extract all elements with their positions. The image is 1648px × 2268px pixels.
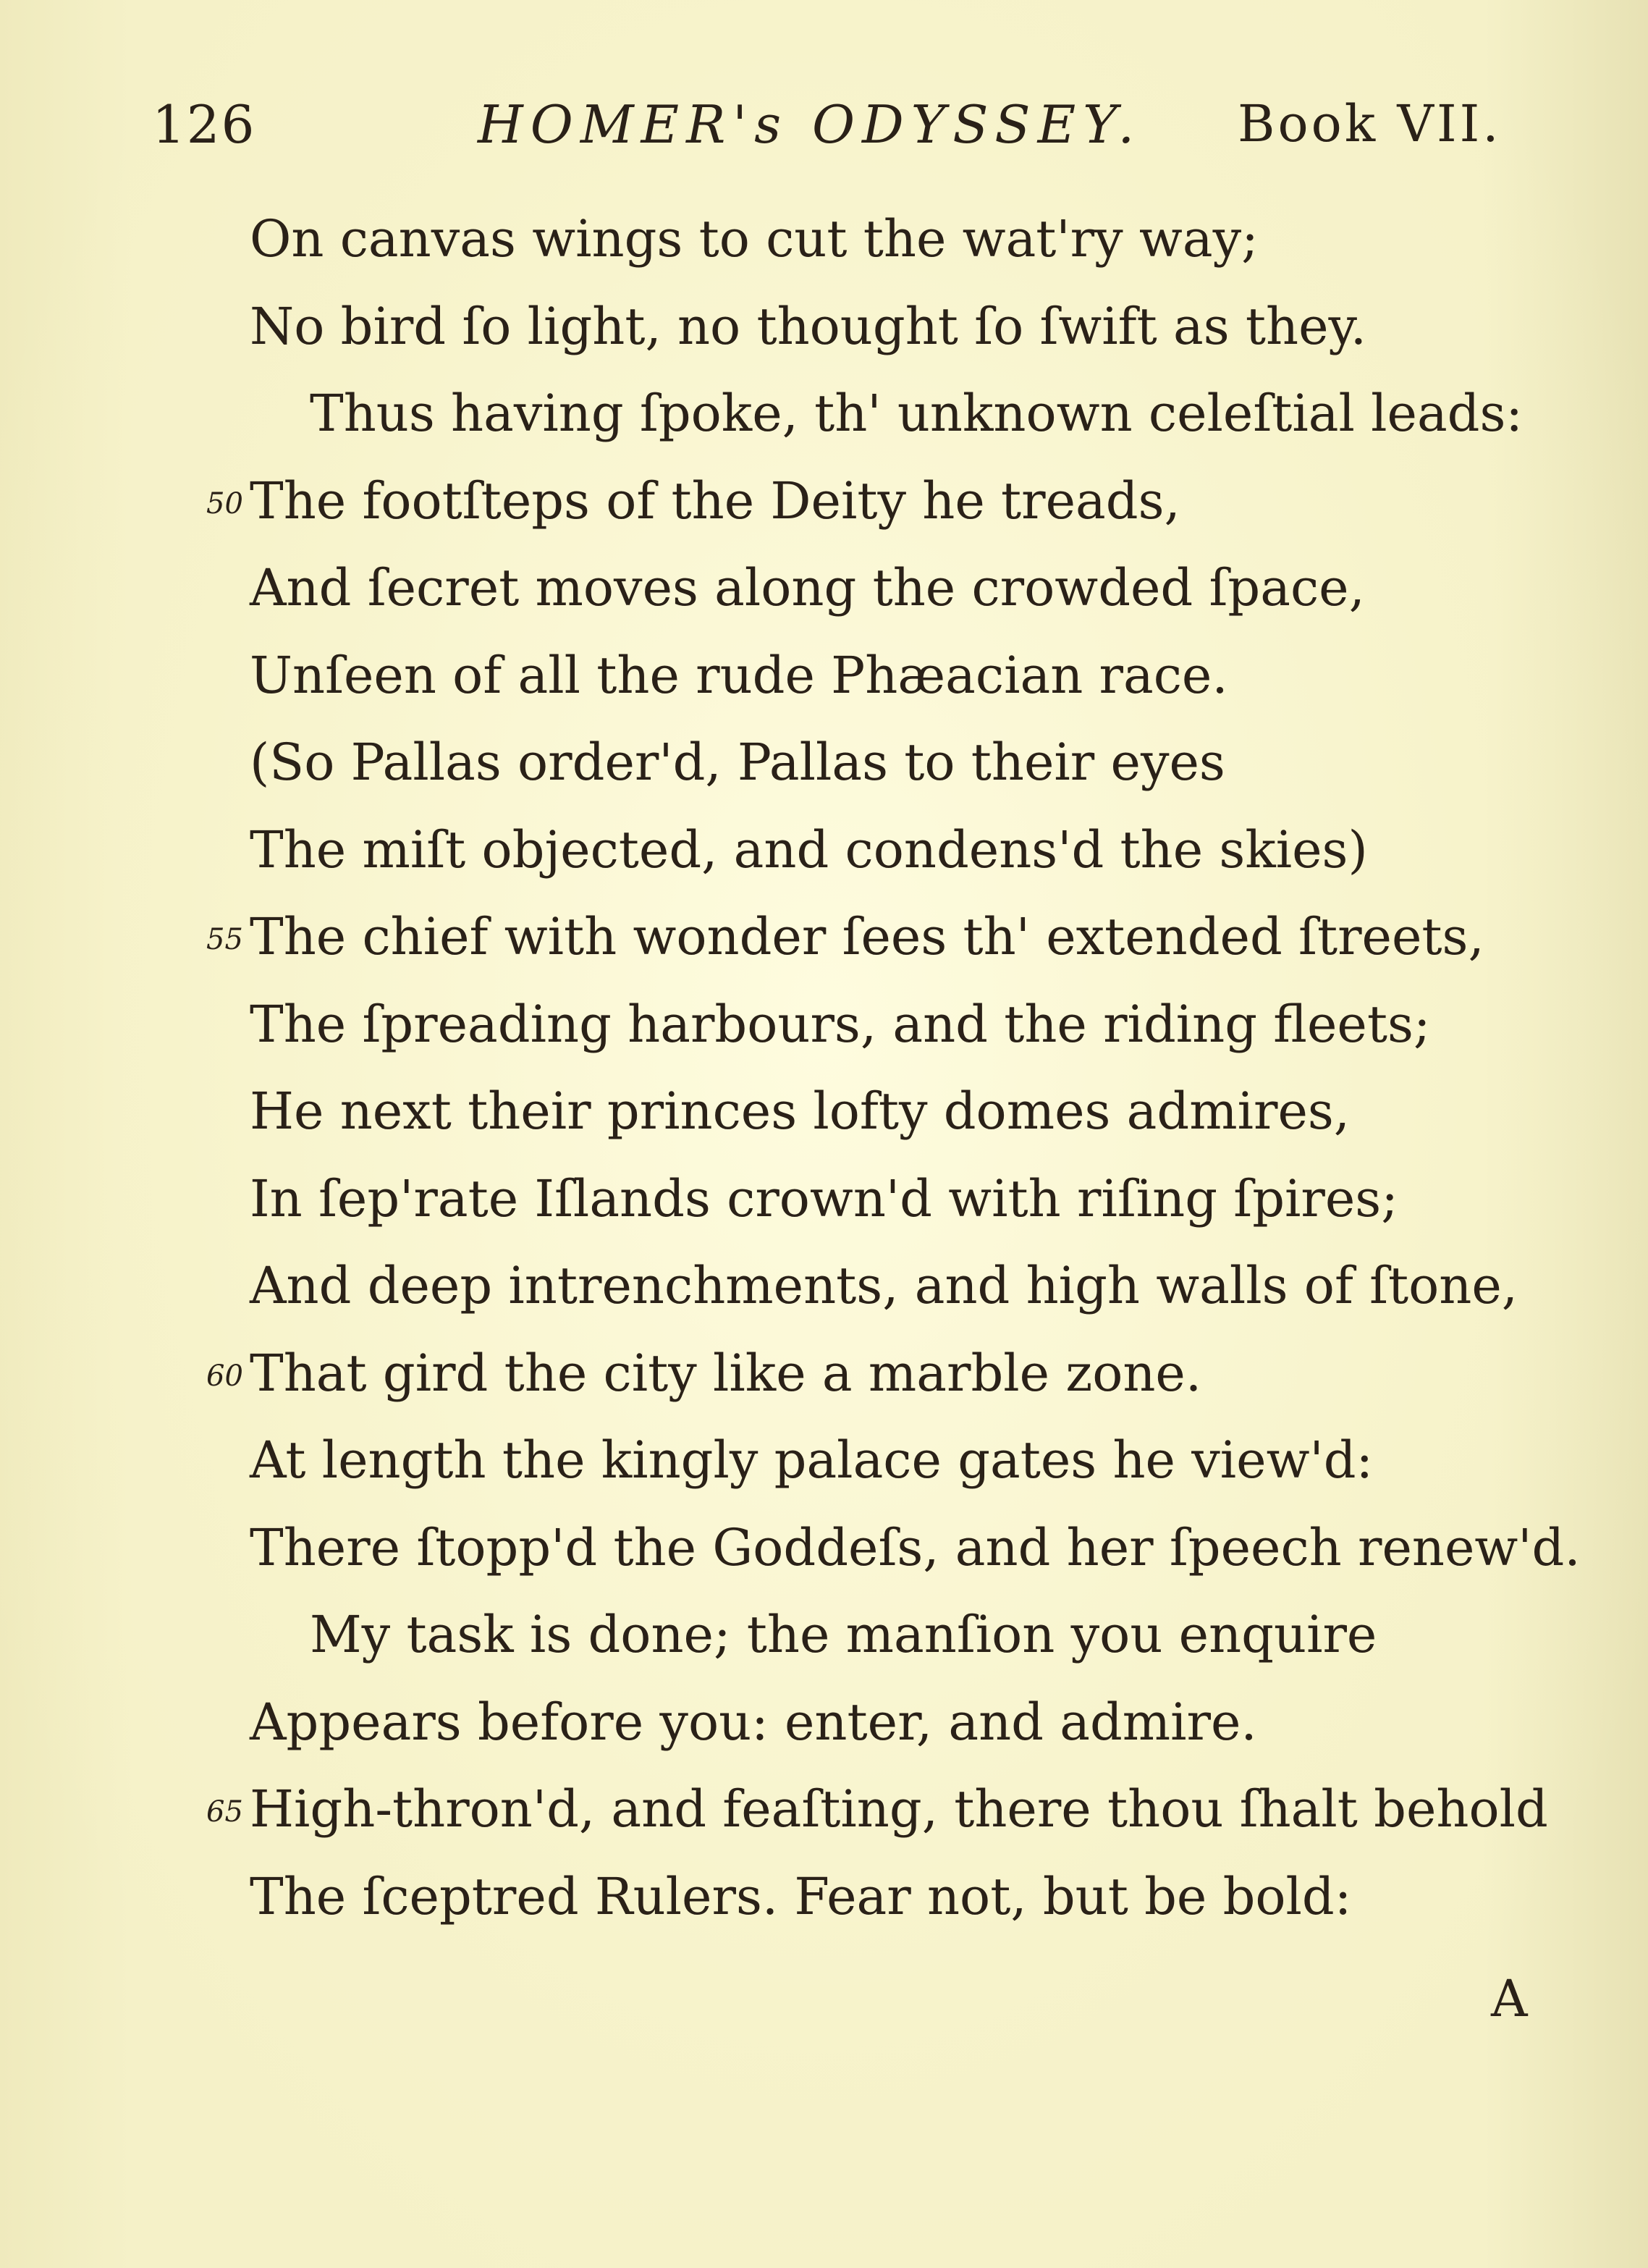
book-label: Book VII. [1238,94,1502,153]
line-number: 50 [206,486,243,520]
line-text: The miſt objected, and condens'd the skies) [250,819,1368,880]
poem-line [0,468,1648,556]
poem-line [0,381,1648,468]
line-text: At length the kingly palace gates he view'd: [250,1430,1374,1490]
poem-line [0,1776,1648,1864]
line-text: He next their princes lofty domes admires, [250,1082,1351,1141]
catchword: A [1491,1969,1528,2028]
poem-line [0,1602,1648,1690]
poem-line [0,1690,1648,1777]
line-text: The ſceptred Rulers. Fear not, but be bold: [250,1866,1352,1926]
poem-line [0,643,1648,730]
line-text: In ſep'rate Iſlands crown'd with riſing ſpires; [250,1168,1398,1228]
poem-line [0,1864,1648,1952]
page-header [152,94,1527,174]
running-title: HOMER's ODYSSEY. [478,94,1142,155]
poem-line [0,992,1648,1079]
line-text: There ſtopp'd the Goddeſs, and her ſpeech renew'd. [250,1517,1581,1577]
poem-line [0,817,1648,905]
poem-line [0,1515,1648,1603]
line-text: Unſeen of all the rude Phæacian race. [250,645,1228,705]
line-text: The chief with wonder ſees th' extended ſtreets, [250,907,1484,966]
poem-text [0,206,1648,1951]
page-number: 126 [152,94,256,155]
line-text: Appears before you: enter, and admire. [250,1692,1257,1752]
line-text: And deep intrenchments, and high walls of ſtone, [250,1256,1518,1315]
line-text: The ſpreading harbours, and the riding fleets; [250,994,1431,1054]
line-number: 60 [206,1359,243,1393]
line-text: Thus having ſpoke, th' unknown celeſtial leads: [310,384,1524,443]
line-text: My task is done; the manſion you enquire [310,1605,1377,1664]
line-text: (So Pallas order'd, Pallas to their eyes [250,733,1225,792]
line-text: The footſteps of the Deity he treads, [250,471,1180,531]
line-number: 65 [206,1795,243,1829]
poem-line [0,294,1648,381]
poem-line [0,555,1648,643]
line-text: On canvas wings to cut the wat'ry way; [250,209,1259,269]
line-text: And ſecret moves along the crowded ſpace, [250,558,1365,617]
line-text: High-thron'd, and feaſting, there thou ſhalt behold [250,1779,1548,1839]
poem-line [0,206,1648,294]
line-number: 55 [206,923,243,956]
poem-line [0,1253,1648,1341]
poem-line [0,1079,1648,1166]
poem-line [0,904,1648,992]
poem-line [0,730,1648,817]
poem-line [0,1341,1648,1428]
poem-line [0,1428,1648,1515]
poem-line [0,1166,1648,1254]
line-text: That gird the city like a marble zone. [250,1343,1202,1403]
line-text: No bird ſo light, no thought ſo ſwift as they. [250,296,1367,356]
